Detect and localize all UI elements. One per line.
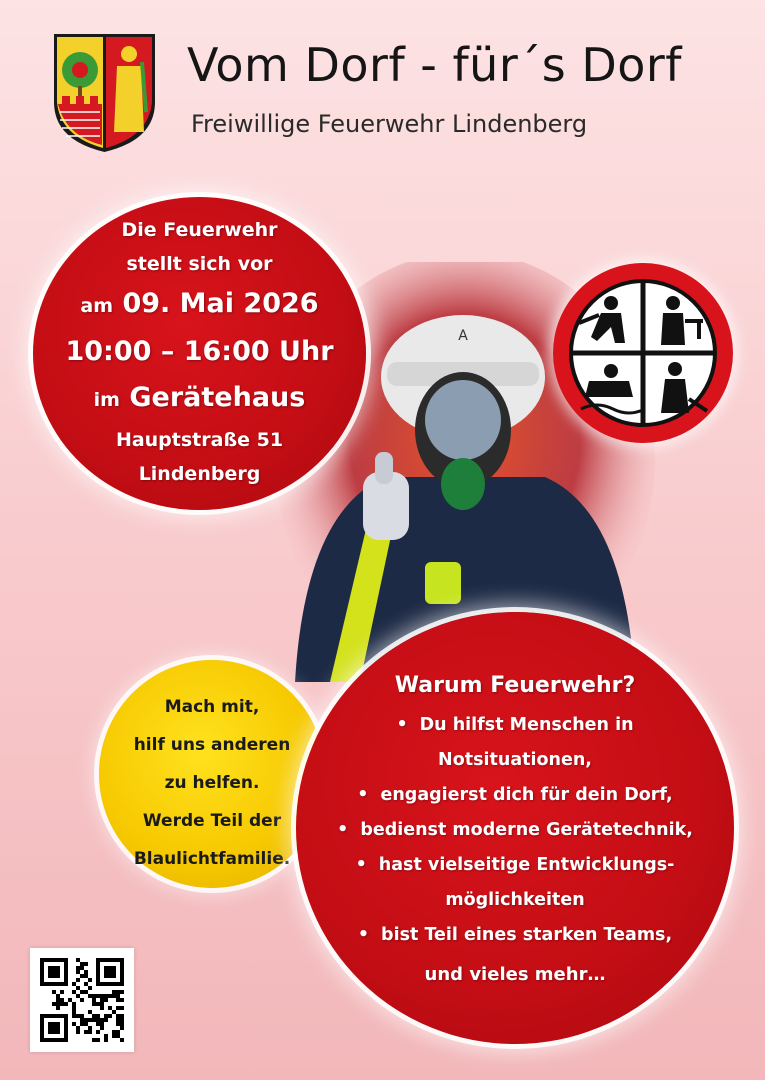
event-date-line (33, 281, 366, 329)
event-place-line (33, 375, 366, 423)
fire-brigade-emblem-icon (553, 263, 733, 443)
bullet-icon: • (396, 715, 408, 735)
event-street: Hauptstraße 51 (115, 429, 284, 451)
event-line-2: stellt sich vor (126, 253, 273, 275)
join-line-1: Mach mit, (164, 697, 260, 717)
event-town: Lindenberg (138, 463, 261, 485)
list-item (296, 708, 734, 743)
list-item (296, 848, 734, 883)
page-title: Vom Dorf - für´s Dorf (187, 38, 683, 92)
reason-5: bist Teil eines starken Teams, (381, 925, 673, 945)
bullet-icon: • (357, 925, 370, 945)
event-line-1: Die Feuerwehr (121, 219, 278, 241)
event-date: 09. Mai 2026 (122, 288, 319, 319)
coat-of-arms-icon (52, 32, 157, 154)
event-date-prefix: am (80, 295, 114, 317)
list-item (296, 743, 734, 778)
why-title: Warum Feuerwehr? (394, 673, 636, 698)
bullet-icon: • (355, 855, 367, 875)
join-line-2: hilf uns anderen (133, 735, 291, 755)
bullet-icon: • (357, 785, 369, 805)
list-item (296, 918, 734, 953)
event-place: Gerätehaus (129, 382, 306, 413)
reason-1b: Notsituationen, (438, 750, 592, 770)
join-line-3: zu helfen. (164, 773, 260, 793)
event-time: 10:00 – 16:00 Uhr (65, 336, 334, 367)
reason-2: engagierst dich für dein Dorf, (380, 785, 673, 805)
join-line-4: Werde Teil der (142, 811, 282, 831)
reason-4a: hast vielseitige Entwicklungs- (378, 855, 675, 875)
reason-3: bedienst moderne Gerätetechnik, (360, 820, 693, 840)
event-info-circle (33, 197, 366, 510)
join-line-5: Blaulichtfamilie. (133, 849, 291, 869)
list-item (296, 883, 734, 918)
list-item (296, 778, 734, 813)
join-us-circle (99, 660, 325, 888)
why-fire-brigade-circle (296, 612, 734, 1044)
svg-text:A: A (458, 328, 468, 344)
reason-4b: möglichkeiten (445, 890, 585, 910)
page-subtitle: Freiwillige Feuerwehr Lindenberg (191, 110, 588, 138)
list-item (296, 813, 734, 848)
and-more-text: und vieles mehr… (424, 964, 606, 985)
reason-1a: Du hilfst Menschen in (419, 715, 634, 735)
reasons-list (296, 708, 734, 953)
event-place-prefix: im (93, 389, 120, 411)
qr-code-icon[interactable] (30, 948, 134, 1052)
bullet-icon: • (337, 820, 349, 840)
